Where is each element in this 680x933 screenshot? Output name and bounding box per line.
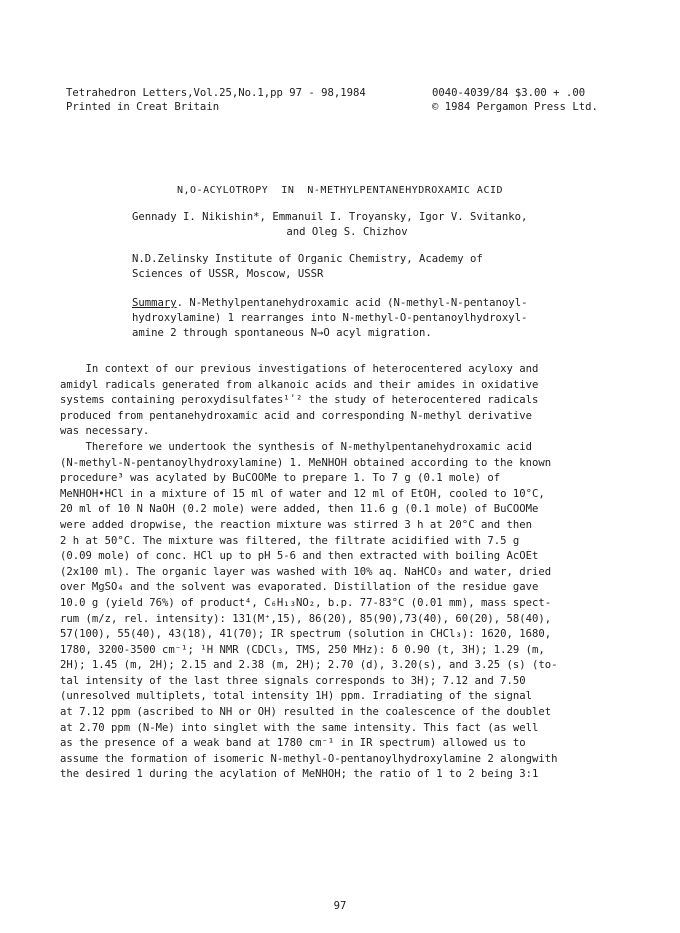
body-line: the desired 1 during the acylation of MeNHOH; the ratio of 1 to 2 being 3:1 xyxy=(60,768,539,781)
article-title: N,O-ACYLOTROPY IN N-METHYLPENTANEHYDROXAMIC ACID xyxy=(176,185,504,196)
body-line: (N-methyl-N-pentanoylhydroxylamine) 1. MeNHOH obtained according to the known xyxy=(60,456,552,469)
body-line: 1780, 3200-3500 cm⁻¹; ¹H NMR (CDCl₃, TMS, 250 MHz): δ 0.90 (t, 3H); 1.29 (m, xyxy=(60,643,545,656)
body-line: procedure³ was acylated by BuCOOMe to prepare 1. To 7 g (0.1 mole) of xyxy=(60,472,501,485)
body-line: (unresolved multiplets, total intensity 1H) ppm. Irradiating of the signal xyxy=(60,690,532,703)
body-line: at 2.70 ppm (N-Me) into singlet with the same intensity. This fact (as well xyxy=(60,721,539,734)
author-list xyxy=(132,210,602,239)
body-line: Therefore we undertook the synthesis of N-methylpentanehydroxamic acid xyxy=(60,440,532,453)
affiliation-line-1: N.D.Zelinsky Institute of Organic Chemistry, Academy of xyxy=(132,253,483,265)
body-line: 10.0 g (yield 76%) of product⁴, C₆H₁₃NO₂, b.p. 77-83°C (0.01 mm), mass spect- xyxy=(60,596,552,609)
body-line: 20 ml of 10 N NaOH (0.2 mole) were added, then 11.6 g (0.1 mole) of BuCOOMe xyxy=(60,503,539,516)
copyright-block xyxy=(432,87,598,114)
body-line: 57(100), 55(40), 43(18), 41(70); IR spectrum (solution in CHCl₃): 1620, 1680, xyxy=(60,628,552,641)
journal-citation xyxy=(66,87,366,114)
body-line: MeNHOH•HCl in a mixture of 15 ml of water and 12 ml of EtOH, cooled to 10°C, xyxy=(60,487,545,500)
copyright-line: © 1984 Pergamon Press Ltd. xyxy=(432,100,598,113)
body-line: tal intensity of the last three signals corresponds to 3H); 7.12 and 7.50 xyxy=(60,674,526,687)
author-line-1: Gennady I. Nikishin*, Emmanuil I. Troyansky, Igor V. Svitanko, xyxy=(132,211,528,223)
page-number: 97 xyxy=(333,900,347,912)
body-line: 2H); 1.45 (m, 2H); 2.15 and 2.38 (m, 2H); 2.70 (d), 3.20(s), and 3.25 (s) (to- xyxy=(60,659,558,672)
printed-in-line: Printed in Creat Britain xyxy=(66,100,220,113)
body-line: were added dropwise, the reaction mixture was stirred 3 h at 20°C and then xyxy=(60,518,532,531)
body-line: 2 h at 50°C. The mixture was filtered, the filtrate acidified with 7.5 g xyxy=(60,534,520,547)
body-line: amidyl radicals generated from alkanoic acids and their amides in oxidative xyxy=(60,378,539,391)
issn-price: 0040-4039/84 $3.00 + .00 xyxy=(432,87,586,99)
author-line-2: and Oleg S. Chizhov xyxy=(286,225,408,238)
body-line: produced from pentanehydroxamic acid and corresponding N-methyl derivative xyxy=(60,409,532,422)
affiliation xyxy=(132,252,602,281)
body-line: at 7.12 ppm (ascribed to NH or OH) resulted in the coalescence of the doublet xyxy=(60,706,552,719)
body-line: (2x100 ml). The organic layer was washed with 10% aq. NaHCO₃ and water, dried xyxy=(60,565,552,578)
body-line: In context of our previous investigations of heterocentered acyloxy and xyxy=(60,363,539,375)
body-line: over MgSO₄ and the solvent was evaporated. Distillation of the residue gave xyxy=(60,581,539,594)
body-line: systems containing peroxydisulfates¹ʹ² the study of heterocentered radicals xyxy=(60,394,539,407)
body-line: assume the formation of isomeric N-methyl-O-pentanoylhydroxylamine 2 alongwith xyxy=(60,752,558,765)
affiliation-line-2: Sciences of USSR, Moscow, USSR xyxy=(132,267,324,280)
summary-line-2: hydroxylamine) 1 rearranges into N-methyl-O-pentanoylhydroxyl- xyxy=(132,312,528,324)
body-line: (0.09 mole) of conc. HCl up to pH 5-6 and then extracted with boiling AcOEt xyxy=(60,550,539,563)
body-line: was necessary. xyxy=(60,425,150,438)
citation-line: Tetrahedron Letters,Vol.25,No.1,pp 97 - 98,1984 xyxy=(66,87,366,99)
summary-abstract xyxy=(132,296,602,341)
summary-line-3: amine 2 through spontaneous N→O acyl migration. xyxy=(132,327,432,339)
body-line: as the presence of a weak band at 1780 cm⁻¹ in IR spectrum) allowed us to xyxy=(60,737,526,750)
body-text xyxy=(60,362,640,783)
body-line: rum (m/z, rel. intensity): 131(M⁺,15), 86(20), 85(90),73(40), 60(20), 58(40), xyxy=(60,612,552,625)
summary-label: Summary xyxy=(132,297,177,309)
summary-line-1: . N-Methylpentanehydroxamic acid (N-methyl-N-pentanoyl- xyxy=(176,297,528,309)
